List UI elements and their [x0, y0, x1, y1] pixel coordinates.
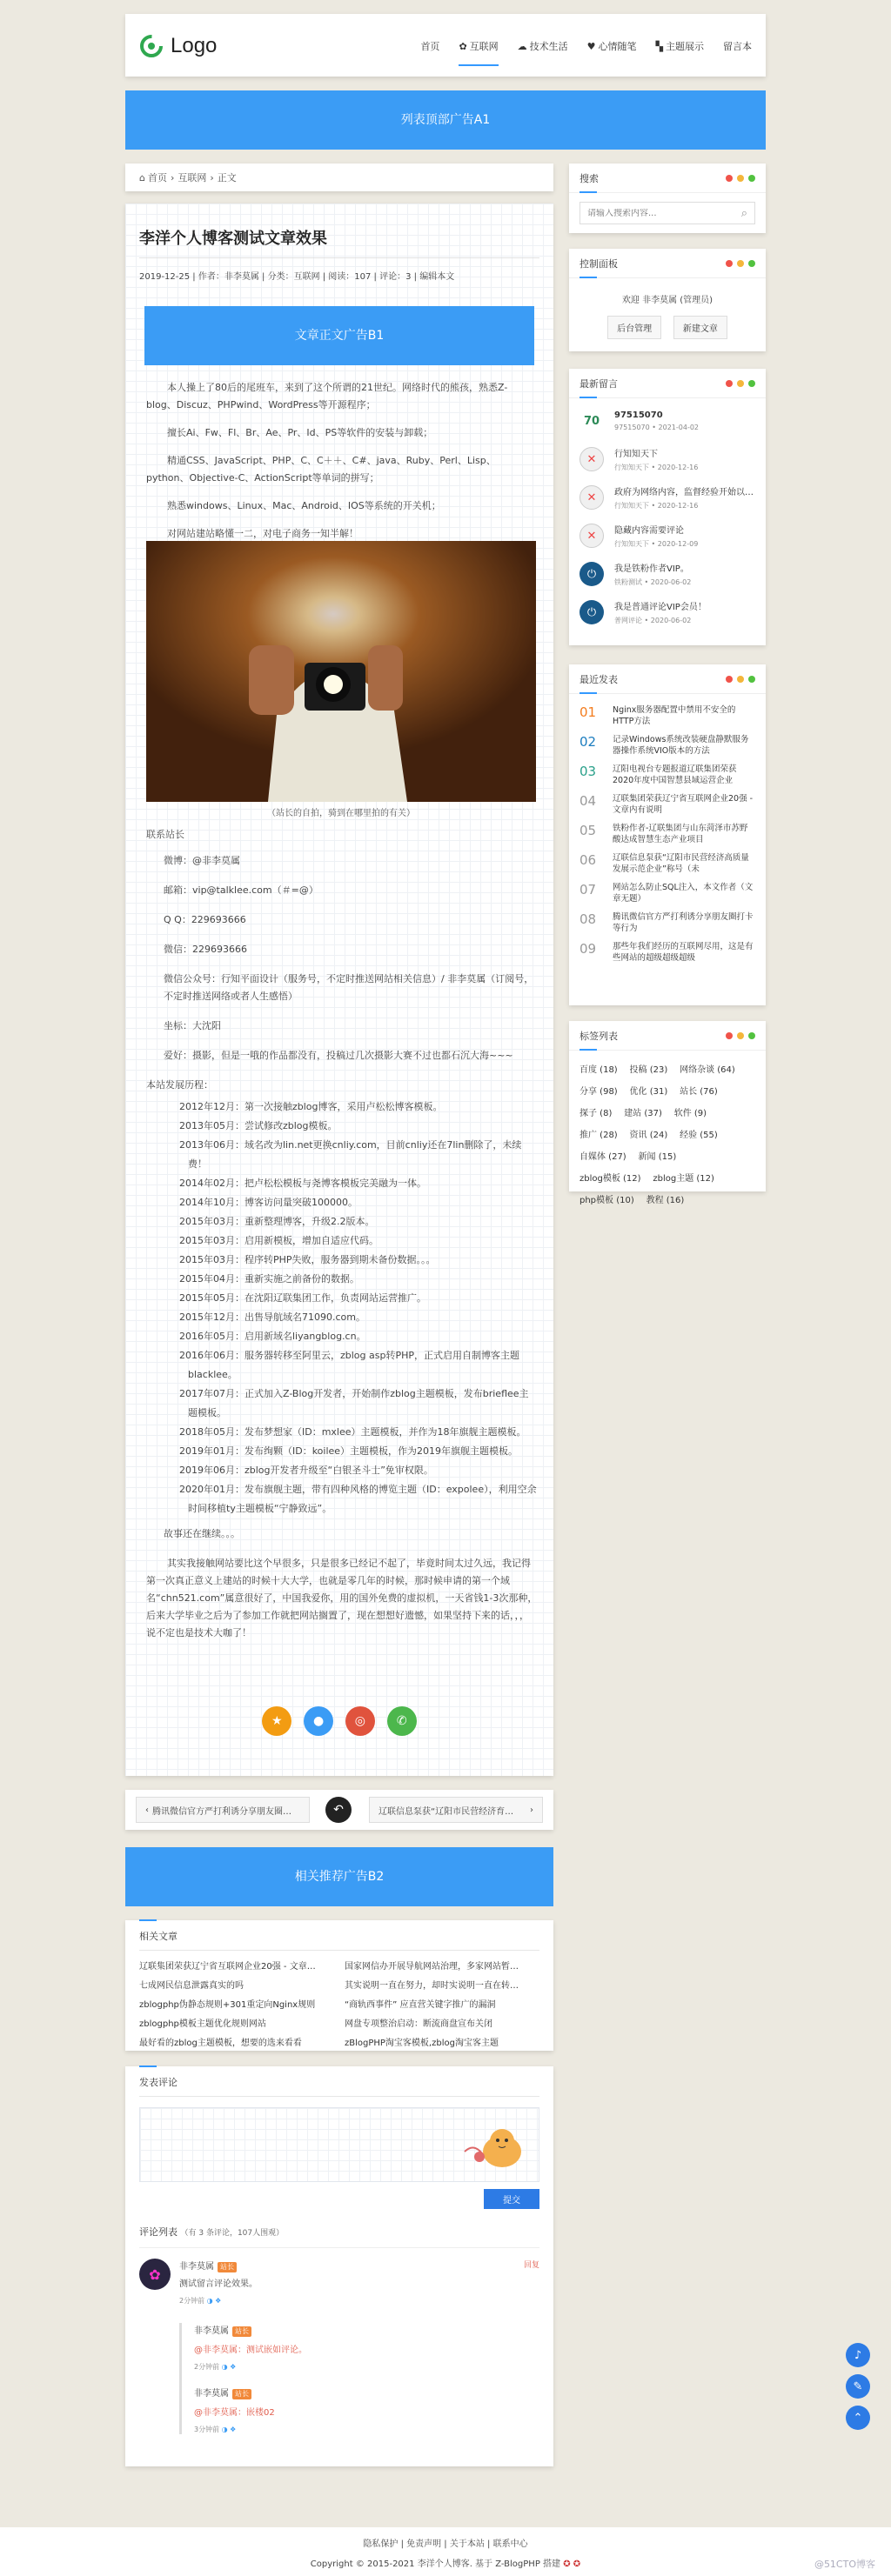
recent-post-item[interactable] [569, 877, 766, 906]
history-item: 2013年05月：尝试修改zblog模板。 [179, 1120, 338, 1131]
avatar: ✕ [579, 447, 604, 471]
history-item: 2016年06月：服务器转移至阿里云，zblog asp转PHP，正式启用自制博客主题blacklee。 [179, 1350, 520, 1380]
breadcrumb-home[interactable]: 首页 [147, 172, 167, 184]
qq-share-button[interactable] [304, 1706, 333, 1736]
intro-paragraph: 熟悉windows、Linux、Mac、Android、IOS等系统的开关机； [167, 500, 441, 511]
post-rank: 02 [579, 734, 597, 750]
tag-link[interactable]: 经验 (55) [680, 1131, 718, 1140]
recent-comment-item[interactable] [569, 478, 766, 517]
wechat-share-button[interactable] [387, 1706, 417, 1736]
recent-post-item[interactable] [569, 906, 766, 936]
apps-icon: ▚ [655, 40, 663, 52]
article-intro [146, 379, 533, 543]
browser-icon: ◑ ❖ [221, 2426, 237, 2433]
contact-email: 邮箱：vip@talklee.com（＃=@） [164, 884, 318, 896]
ad-banner-a1[interactable]: 列表顶部广告A1 [125, 90, 766, 150]
search-icon[interactable]: ⌕ [740, 206, 747, 220]
avatar: ✕ [579, 485, 604, 510]
related-list [139, 1958, 539, 2053]
footer-link-about[interactable]: 关于本站 [449, 2539, 485, 2549]
comment-item [139, 2259, 539, 2434]
back-to-top-icon[interactable]: ⌃ [846, 2406, 870, 2430]
breadcrumb-separator: › [170, 171, 175, 184]
recent-post-title: Nginx服务器配置中禁用不安全的HTTP方法 [613, 705, 736, 726]
recent-post-item[interactable] [569, 758, 766, 788]
tag-link[interactable]: 软件 (9) [673, 1109, 707, 1118]
nav-label: 互联网 [469, 41, 499, 52]
recent-comment-text: 隐藏内容需要评论 [614, 526, 684, 536]
copyright-text: Copyright © 2015-2021 李洋个人博客. 基于 Z-BlogPHP 搭建 [310, 2559, 561, 2569]
history-item: 2015年04月：重新实施之前备份的数据。 [179, 1273, 359, 1285]
ad-banner-b1[interactable]: 文章正文广告B1 [144, 306, 534, 365]
recent-comment-meta: 普网评论 • 2020-06-02 [614, 617, 692, 624]
ad-banner-b2[interactable]: 相关推荐广告B2 [125, 1847, 553, 1906]
post-rank: 05 [579, 823, 597, 838]
avatar: ✿ [139, 2259, 171, 2290]
tag-cloud [569, 1051, 766, 1217]
comment-count: （有 3 条评论，107人围观） [180, 2229, 285, 2238]
comment-list-title: 评论列表 [139, 2226, 178, 2238]
nav-themes[interactable] [656, 33, 704, 59]
history-list [146, 1098, 538, 1518]
tag-link[interactable]: 投稿 (23) [629, 1065, 668, 1075]
admin-badge: 站长 [232, 2389, 251, 2399]
tag-link[interactable]: 百度 (18) [579, 1065, 618, 1075]
comments-section [125, 2066, 553, 2466]
recent-comment-text: 我是铁粉作者VIP。 [614, 564, 689, 574]
comment-form-heading: 发表评论 [139, 2075, 539, 2097]
footer-link-privacy[interactable]: 隐私保护 [363, 2539, 399, 2549]
chevron-left-icon: ‹ [145, 1805, 149, 1815]
recent-comment-text: 97515070 [614, 410, 663, 420]
related-item[interactable]: zblogphp伪静态规则+301重定向Nginx规则 [139, 2000, 316, 2010]
recent-post-item[interactable] [569, 847, 766, 877]
related-posts [125, 1920, 553, 2051]
comment-time: 2分钟前 [194, 2363, 220, 2371]
sidebar-comments-title: 最新留言 [579, 377, 618, 390]
post-rank: 09 [579, 941, 597, 957]
recent-post-title: 辽阳电视台专题报道辽联集团荣获2020年度中国智慧县域运营企业 [613, 764, 737, 785]
admin-badge: 站长 [218, 2262, 237, 2272]
photo-caption: （站长的自拍，骑到在哪里拍的有关） [267, 809, 415, 818]
qq-contact-icon[interactable]: ♪ [846, 2343, 870, 2367]
logo-text: Logo [171, 34, 218, 57]
recent-comment-meta: 行知知天下 • 2020-12-09 [614, 540, 699, 548]
comment-text: @非李莫属：测试嵌如评论。 [194, 2346, 307, 2355]
window-dots-icon [726, 1032, 755, 1039]
article-contact [146, 826, 538, 1642]
window-dots-icon [726, 380, 755, 387]
breadcrumb-separator: › [210, 171, 214, 184]
intro-paragraph: 擅长Ai、Fw、Fl、Br、Ae、Pr、Id、PS等软件的安装与卸载； [167, 427, 433, 438]
qzone-icon: ★ [271, 1714, 283, 1728]
selfie-photo-illustration [146, 541, 536, 802]
police-badge-icon: ✪ [563, 2559, 571, 2569]
prev-post-title: 腾讯微信官方严打利诱分享朋友圈… [152, 1806, 291, 1817]
tag-link[interactable]: 探子 (8) [579, 1109, 613, 1118]
window-dots-icon [726, 260, 755, 267]
history-item: 2018年05月：发布梦想家（ID：mxlee）主题模板，并作为18年旗舰主题模板。 [179, 1426, 526, 1438]
footer-link-contact[interactable]: 联系中心 [492, 2539, 528, 2549]
next-post-link[interactable] [369, 1797, 543, 1823]
history-ending: 故事还在继续。。。 [164, 1528, 240, 1539]
breadcrumb-category[interactable]: 互联网 [178, 172, 207, 184]
recent-comment-meta: 97515070 • 2021-04-02 [614, 424, 700, 431]
post-rank: 04 [579, 793, 597, 809]
recent-post-title: 网站怎么防止SQL注入，本文作者（文章无题） [613, 883, 754, 904]
qzone-share-button[interactable] [262, 1706, 291, 1736]
related-item[interactable]: zBlogPHP淘宝客模板,zblog淘宝客主题 [345, 2039, 499, 2048]
window-dots-icon [726, 175, 755, 182]
history-item: 2015年12月：出售导航域名71090.com。 [179, 1311, 365, 1323]
prev-next-nav [125, 1790, 553, 1830]
admin-button[interactable]: 后台管理 [607, 316, 661, 339]
submit-comment-button[interactable]: 提交 [484, 2189, 539, 2209]
closing-paragraph: 其实我接触网站要比这个早很多，只是很多已经记不起了，毕竟时间太过久远，我记得第一次真正意义上建站的时候十大大学，也就是零几年的时候，那时候申请的第一个域名“chn521.com”属意很好了，中国我爱你，用的国外免费的虚拟机，一天省钱1-3次那种，后来大学毕业之后为了参加工作就把网站搁置了，现在想想好遗憾，如果坚持下来的话，，，说不定也是技术大咖了！ [146, 1558, 538, 1638]
recent-comment-text: 我是普通评论VIP会员！ [614, 603, 707, 612]
sidebar-search [569, 164, 766, 233]
site-footer: 隐私保护 | 免责声明 | 关于本站 | 联系中心 Copyright © 2015-2021 李洋个人博客. 基于 Z-BlogPHP 搭建 ✪ ✪ @51CTO博客 [0, 2527, 891, 2576]
history-item: 2017年07月：正式加入Z-Blog开发者，开始制作zblog主题模板，发布brieflee主题模板。 [179, 1388, 529, 1418]
history-item: 2019年01月：发布绚颗（ID：koilee）主题模板，作为2019年旗舰主题模板。 [179, 1445, 519, 1457]
reply-link[interactable]: 回复 [523, 2261, 539, 2270]
history-item: 2019年06月：zblog开发者升级至“白银圣斗士”免审权限。 [179, 1465, 433, 1476]
tag-link[interactable]: php模板 (10) [579, 1196, 634, 1205]
contact-qq: Q Q：229693666 [164, 914, 246, 925]
post-rank: 07 [579, 882, 597, 898]
tag-link[interactable]: 站长 (76) [680, 1087, 718, 1097]
back-icon[interactable]: ↶ [325, 1797, 352, 1823]
tag-link[interactable]: 新闻 (15) [638, 1152, 677, 1162]
recent-post-item[interactable] [569, 936, 766, 965]
recent-post-item[interactable] [569, 788, 766, 818]
sidebar-recent-posts [569, 664, 766, 1005]
history-heading: 本站发展历程： [146, 1079, 213, 1091]
home-icon: ⌂ [139, 171, 145, 184]
icp-badge-icon: ✪ [573, 2559, 581, 2569]
browser-icon: ◑ ❖ [221, 2363, 237, 2371]
tag-link[interactable]: 优化 (31) [629, 1087, 668, 1097]
nav-label: 首页 [420, 41, 440, 52]
related-item[interactable]: 国家网信办开展导航网站治理，多家网站暂… [345, 1962, 519, 1972]
tag-link[interactable]: 资讯 (24) [629, 1131, 668, 1140]
intro-paragraph: 本人操上了80后的尾班车，来到了这个所谓的21世纪。网络时代的熊孩，熟悉Z-blog、Discuz、PHPwind、WordPress等开源程序； [146, 382, 508, 410]
nav-label: 主题展示 [666, 41, 704, 52]
nav-tech-life[interactable] [518, 33, 568, 59]
comment-author[interactable]: 非李莫属 [194, 2389, 229, 2399]
avatar: 70 [579, 409, 604, 433]
sidebar-control-panel [569, 249, 766, 351]
recent-post-item[interactable] [569, 818, 766, 847]
recent-comment-meta: 行知知天下 • 2020-12-16 [614, 502, 699, 510]
prev-post-link[interactable] [136, 1797, 310, 1823]
recent-comment-item[interactable] [569, 402, 766, 440]
related-item[interactable]: 七成网民信息泄露真实的吗 [139, 1981, 244, 1991]
recent-post-title: 记录Windows系统改装硬盘静默服务器操作系统VIO版本的方法 [613, 735, 749, 756]
recent-comment-item[interactable] [569, 593, 766, 631]
weibo-icon: ◎ [354, 1714, 366, 1728]
related-heading: 相关文章 [139, 1929, 539, 1951]
tag-link[interactable]: zblog模板 (12) [579, 1174, 641, 1184]
recent-post-title: 铁粉作者-辽联集团与山东菏泽市苏野酸达成智慧生态产业项目 [613, 824, 748, 844]
contact-wechat: 微信：229693666 [164, 944, 247, 955]
tag-link[interactable]: zblog主题 (12) [653, 1174, 714, 1184]
breadcrumb-current: 正文 [217, 172, 237, 184]
tag-link[interactable]: 推广 (28) [579, 1131, 618, 1140]
comment-time: 2分钟前 [179, 2297, 205, 2305]
comment-author[interactable]: 非李莫属 [179, 2262, 214, 2272]
nav-guestbook[interactable] [723, 33, 752, 59]
comment-list-header [139, 2225, 539, 2248]
comment-shortcut-icon[interactable]: ✎ [846, 2374, 870, 2399]
history-item: 2015年05月：在沈阳辽联集团工作，负责网站运营推广。 [179, 1292, 426, 1304]
contact-weibo: 微博：@非李莫属 [164, 855, 240, 866]
footer-link-disclaimer[interactable]: 免责声明 [406, 2539, 442, 2549]
history-item: 2012年12月：第一次接触zblog博客，采用卢松松博客模板。 [179, 1101, 443, 1112]
avatar: ✕ [579, 524, 604, 548]
watermark: @51CTO博客 [814, 2559, 875, 2570]
tag-link[interactable]: 分享 (98) [579, 1087, 618, 1097]
welcome-text: 欢迎 非李莫属 (管理员) [621, 296, 713, 305]
recent-comment-meta: 铁粉测试 • 2020-06-02 [614, 578, 692, 586]
related-item[interactable]: 网盘专项整治启动：断流商盘宣布关闭 [345, 2019, 492, 2029]
related-item[interactable]: 辽联集团荣获辽宁省互联网企业20强 - 文章… [139, 1962, 316, 1972]
recent-comment-item[interactable] [569, 555, 766, 593]
sidebar-search-title: 搜索 [579, 172, 599, 184]
article-photo [146, 541, 536, 802]
new-post-button[interactable]: 新建文章 [673, 316, 727, 339]
avatar: ⏻ [579, 562, 604, 586]
comment-author[interactable]: 非李莫属 [194, 2326, 229, 2336]
contact-hobby: 爱好：摄影，但是一哦的作品都没有，投稿过几次摄影大赛不过也都石沉大海~~~ [164, 1050, 513, 1061]
recent-comment-item[interactable] [569, 517, 766, 555]
site-logo[interactable] [139, 31, 261, 61]
article-meta: 2019-12-25 | 作者：非李莫属 | 分类：互联网 | 阅读：107 | 评论：3 | 编辑本文 [139, 272, 455, 282]
related-item[interactable]: zblogphp模板主题优化规则网站 [139, 2019, 266, 2029]
recent-comment-text: 行知知天下 [614, 450, 658, 459]
mascot-icon [460, 2117, 530, 2171]
recent-post-title: 那些年我们经历的互联网尽用，这是有些网站的超级超级超级 [613, 942, 754, 963]
share-buttons [125, 1706, 553, 1736]
recent-comment-meta: 行知知天下 • 2020-12-16 [614, 464, 699, 471]
settings-icon: ✿ [459, 40, 467, 52]
history-item: 2015年03月：启用新模板，增加自适应代码。 [179, 1235, 379, 1246]
main-nav [401, 33, 752, 59]
qq-icon: ● [312, 1714, 325, 1728]
history-item: 2013年06月：域名改为lin.net更换cnliy.com，目前cnliy还在7lin删除了，未续费！ [179, 1139, 522, 1170]
tag-link[interactable]: 教程 (16) [646, 1196, 685, 1205]
comment-time: 3分钟前 [194, 2426, 220, 2433]
related-item[interactable]: “商轨西事件” 应直营关键字推广的漏洞 [345, 2000, 496, 2010]
cloud-icon: ☁ [517, 40, 527, 52]
recent-post-item[interactable] [569, 699, 766, 729]
history-item: 2015年03月：重新整理博客，升级2.2版本。 [179, 1216, 375, 1227]
comment-item [194, 2386, 539, 2434]
recent-post-title: 腾讯微信官方严打利诱分享朋友圈打卡等行为 [613, 912, 754, 933]
nav-mood-notes[interactable] [587, 33, 637, 59]
intro-paragraph: 对网站建站略懂一二，对电子商务一知半解！ [167, 528, 358, 539]
post-rank: 06 [579, 852, 597, 868]
recent-comment-item[interactable] [569, 440, 766, 478]
tag-link[interactable]: 自媒体 (27) [579, 1152, 626, 1162]
history-item: 2014年10月：博客访问量突破100000。 [179, 1197, 358, 1208]
weibo-share-button[interactable] [345, 1706, 375, 1736]
history-item: 2015年03月：程序转PHP失败，服务器到期未备份数据。。。 [179, 1254, 436, 1265]
nested-replies [179, 2323, 539, 2434]
related-item[interactable]: 其实说明一直在努力，却时实说明一直在转… [345, 1981, 519, 1991]
recent-post-title: 辽联集团荣获辽宁省互联网企业20强 - 文章内有说明 [613, 794, 754, 815]
comment-textarea[interactable] [139, 2107, 539, 2182]
history-item: 2016年05月：启用新域名liyangblog.cn。 [179, 1331, 366, 1342]
nav-label: 技术生活 [529, 41, 568, 52]
logo-icon [139, 34, 164, 58]
search-box [579, 202, 755, 224]
chevron-right-icon: › [530, 1805, 533, 1815]
admin-badge: 站长 [232, 2326, 251, 2337]
recent-comment-text: 政府为网络内容，监督经验开始以… [614, 488, 754, 497]
nav-internet[interactable] [459, 33, 498, 59]
history-item: 2014年02月：把卢松松模板与尧博客模板完美融为一体。 [179, 1178, 426, 1189]
contact-heading: 联系站长 [146, 829, 184, 840]
recent-post-title: 辽联信息泵获“辽阳市民营经济高质量发展示范企业”称号（未 [613, 853, 749, 874]
post-rank: 08 [579, 911, 597, 927]
post-rank: 01 [579, 704, 597, 720]
sidebar-tags-title: 标签列表 [579, 1030, 618, 1042]
nav-home[interactable] [420, 33, 439, 59]
browser-icon: ◑ ❖ [206, 2297, 222, 2305]
contact-location: 坐标：大沈阳 [164, 1020, 221, 1031]
sidebar-recent-comments [569, 369, 766, 645]
recent-post-item[interactable] [569, 729, 766, 758]
sidebar-panel-title: 控制面板 [579, 257, 618, 270]
contact-public-account: 微信公众号：行知平面设计（服务号，不定时推送网站相关信息）/ 非李莫属（订阅号，不定时推送网络或者人生感悟） [164, 973, 534, 1002]
avatar: ⏻ [579, 600, 604, 624]
comment-item [194, 2323, 539, 2372]
related-item[interactable]: 最好看的zblog主题模板，想要的选来看看 [139, 2039, 302, 2048]
history-item: 2020年01月：发布旗舰主题，带有四种风格的博览主题（ID：expolee），利用空余时间移植ty主题模板“宁静致远”。 [179, 1484, 537, 1514]
comment-text: @非李莫属：嵌楼02 [194, 2408, 275, 2418]
comment-text: 测试留言评论效果。 [179, 2279, 258, 2289]
post-rank: 03 [579, 764, 597, 779]
tag-link[interactable]: 网络杂谈 (64) [680, 1065, 735, 1075]
wechat-icon: ✆ [396, 1714, 407, 1728]
tag-link[interactable]: 建站 (37) [624, 1109, 662, 1118]
sidebar-tags [569, 1021, 766, 1205]
article-title: 李洋个人博客测试文章效果 [139, 217, 539, 258]
search-input[interactable] [587, 209, 727, 218]
next-post-title: 辽联信息泵获“辽阳市民营经济育… [379, 1806, 514, 1817]
intro-paragraph: 精通CSS、JavaScript、PHP、C、C＋＋、C#、java、Ruby、Perl、Lisp、python、Objective-C、ActionScript等单词的拼写； [146, 455, 496, 484]
window-dots-icon [726, 676, 755, 683]
sidebar-posts-title: 最近发表 [579, 673, 618, 685]
nav-label: 留言本 [723, 41, 752, 52]
heart-icon: ♥ [586, 40, 596, 52]
breadcrumb [125, 164, 553, 191]
nav-label: 心情随笔 [598, 41, 637, 52]
